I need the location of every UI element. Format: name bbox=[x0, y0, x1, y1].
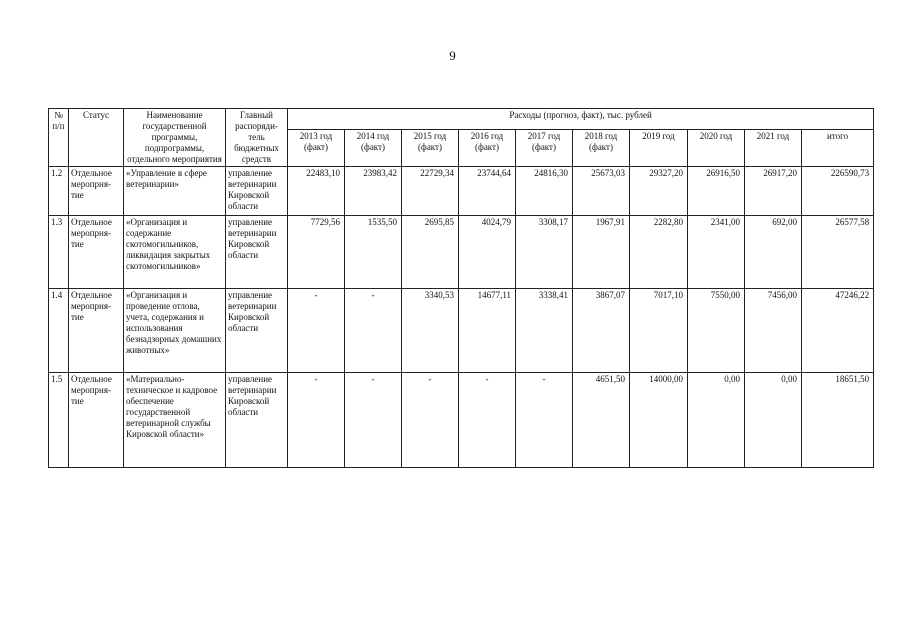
row-manager: управление ветеринарии Кировской области bbox=[226, 373, 288, 468]
row-status: Отдельное меропрня-тие bbox=[69, 289, 124, 373]
header-name: Наименование государственной программы, подпрограммы, отдельного мероприятия bbox=[124, 109, 226, 167]
header-year: 2013 год (факт) bbox=[288, 129, 345, 166]
value-cell: - bbox=[402, 373, 459, 468]
value-cell: - bbox=[516, 373, 573, 468]
value-cell: 1967,91 bbox=[573, 216, 630, 289]
table-row bbox=[49, 289, 874, 373]
value-cell: 7550,00 bbox=[688, 289, 745, 373]
value-cell: 22729,34 bbox=[402, 167, 459, 216]
header-manager: Главный распоряди-тель бюджетных средств bbox=[226, 109, 288, 167]
value-cell: 2341,00 bbox=[688, 216, 745, 289]
row-number: 1.5 bbox=[49, 373, 69, 468]
value-cell: 24816,30 bbox=[516, 167, 573, 216]
value-cell: 4024,79 bbox=[459, 216, 516, 289]
header-status: Статус bbox=[69, 109, 124, 167]
header-row-top bbox=[49, 109, 874, 130]
table-row bbox=[49, 373, 874, 468]
row-manager: управление ветеринарии Кировской области bbox=[226, 216, 288, 289]
value-cell: 3308,17 bbox=[516, 216, 573, 289]
value-cell: - bbox=[345, 373, 402, 468]
row-manager: управление ветеринарии Кировской области bbox=[226, 167, 288, 216]
total-cell: 226590,73 bbox=[802, 167, 874, 216]
value-cell: 7729,56 bbox=[288, 216, 345, 289]
table-row bbox=[49, 216, 874, 289]
row-number: 1.3 bbox=[49, 216, 69, 289]
total-cell: 18651,50 bbox=[802, 373, 874, 468]
value-cell: 26916,50 bbox=[688, 167, 745, 216]
header-expenses: Расходы (прогноз, факт), тыс. рублей bbox=[288, 109, 874, 130]
value-cell: 7017,10 bbox=[630, 289, 688, 373]
value-cell: 29327,20 bbox=[630, 167, 688, 216]
value-cell: 22483,10 bbox=[288, 167, 345, 216]
value-cell: 1535,50 bbox=[345, 216, 402, 289]
total-cell: 26577,58 bbox=[802, 216, 874, 289]
value-cell: 23744,64 bbox=[459, 167, 516, 216]
row-number: 1.2 bbox=[49, 167, 69, 216]
value-cell: 2282,80 bbox=[630, 216, 688, 289]
header-year: 2018 год (факт) bbox=[573, 129, 630, 166]
value-cell: 14677,11 bbox=[459, 289, 516, 373]
row-status: Отдельное меропрня-тие bbox=[69, 167, 124, 216]
row-number: 1.4 bbox=[49, 289, 69, 373]
value-cell: 14000,00 bbox=[630, 373, 688, 468]
header-no: № п/п bbox=[49, 109, 69, 167]
row-status: Отдельное меропрня-тие bbox=[69, 216, 124, 289]
header-year: 2020 год bbox=[688, 129, 745, 166]
value-cell: 4651,50 bbox=[573, 373, 630, 468]
value-cell: 0,00 bbox=[745, 373, 802, 468]
row-name: «Организация и содержание скотомогильников, ликвидация закрытых скотомогильников» bbox=[124, 216, 226, 289]
value-cell: - bbox=[288, 373, 345, 468]
value-cell: - bbox=[288, 289, 345, 373]
table-row bbox=[49, 167, 874, 216]
value-cell: 692,00 bbox=[745, 216, 802, 289]
header-year: 2016 год (факт) bbox=[459, 129, 516, 166]
value-cell: 7456,00 bbox=[745, 289, 802, 373]
header-year: 2019 год bbox=[630, 129, 688, 166]
budget-table bbox=[48, 108, 874, 468]
header-total: итого bbox=[802, 129, 874, 166]
row-status: Отдельное меропрня-тие bbox=[69, 373, 124, 468]
row-name: «Материально-техническое и кадровое обеспечение государственной ветеринарной службы Кировской области» bbox=[124, 373, 226, 468]
page-number: 9 bbox=[449, 48, 456, 63]
row-name: «Управление в сфере ветеринарии» bbox=[124, 167, 226, 216]
value-cell: 3867,07 bbox=[573, 289, 630, 373]
value-cell: - bbox=[345, 289, 402, 373]
row-manager: управление ветеринарии Кировской области bbox=[226, 289, 288, 373]
total-cell: 47246,22 bbox=[802, 289, 874, 373]
header-year: 2014 год (факт) bbox=[345, 129, 402, 166]
value-cell: 0,00 bbox=[688, 373, 745, 468]
header-year: 2021 год bbox=[745, 129, 802, 166]
value-cell: 25673,03 bbox=[573, 167, 630, 216]
value-cell: 3338,41 bbox=[516, 289, 573, 373]
value-cell: 23983,42 bbox=[345, 167, 402, 216]
value-cell: 2695,85 bbox=[402, 216, 459, 289]
value-cell: 26917,20 bbox=[745, 167, 802, 216]
row-name: «Организация и проведение отлова, учета, содержания и использования безнадзорных домашних животных» bbox=[124, 289, 226, 373]
value-cell: - bbox=[459, 373, 516, 468]
header-year: 2015 год (факт) bbox=[402, 129, 459, 166]
header-year: 2017 год (факт) bbox=[516, 129, 573, 166]
value-cell: 3340,53 bbox=[402, 289, 459, 373]
